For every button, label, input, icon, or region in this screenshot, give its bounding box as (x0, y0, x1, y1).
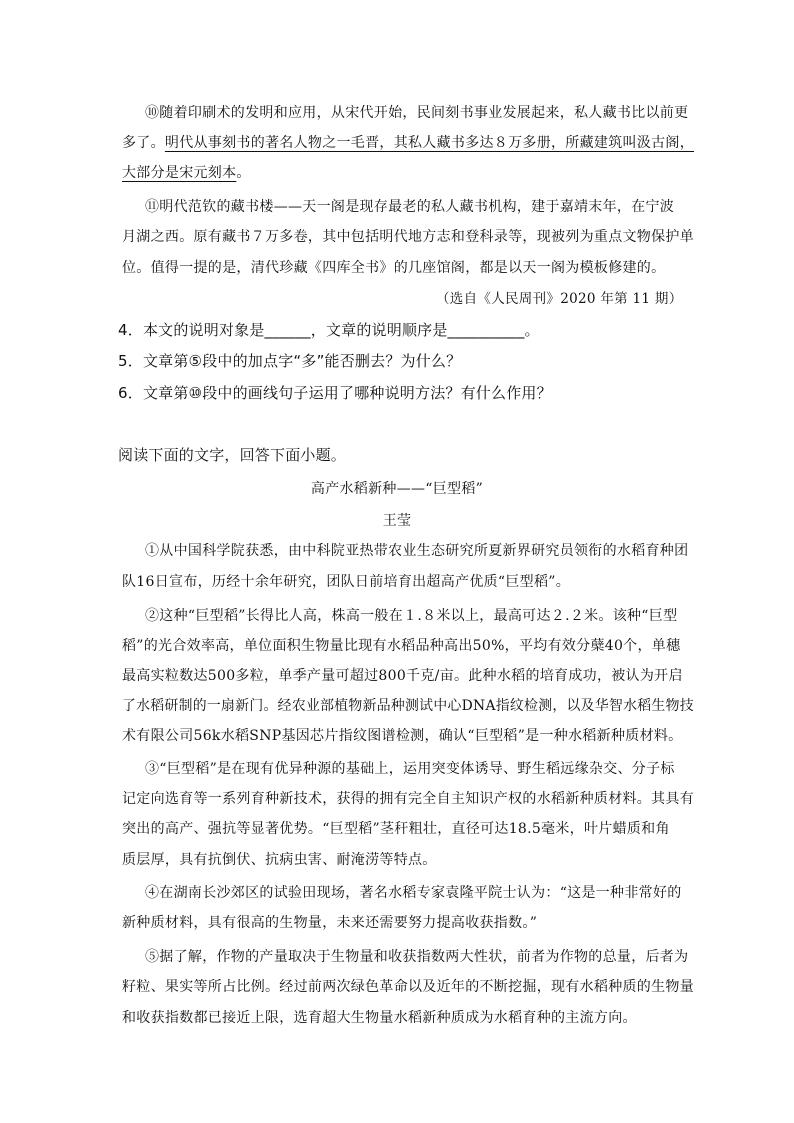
article-line: 和收获指数都已接近上限，选育超大生物量水稻新种质成为水稻育种的主流方向。 (122, 1010, 637, 1026)
paragraph-11-line-2: 月湖之西。原有藏书７万多卷，其中包括明代地方志和登科录等，现被列为重点文物保护单 (122, 229, 694, 245)
paragraph-10-line-3 (122, 163, 251, 183)
paragraph-10-line-2 (122, 133, 694, 153)
article-line: 最高实粒数达500多粒，单季产量可超过800千克/亩。此种水稻的培育成功，被认为开启 (122, 668, 683, 684)
article-line: 队16日宣布，历经十余年研究，团队日前培育出超高产优质“巨型稻”。 (122, 574, 571, 590)
paragraph-10-end: 。 (236, 165, 251, 181)
paragraph-10-text: 多了。 (122, 135, 165, 151)
source-citation: （选自《人民周刊》2020 年第 11 期） (436, 291, 683, 307)
article-author: 王莹 (382, 513, 412, 529)
article-line: 质层厚，具有抗倒伏、抗病虫害、耐淹涝等特点。 (122, 852, 437, 868)
article-line: 记定向选育等一系列育种新技术，获得的拥有完全自主知识产权的水稻新种质材料。其具有 (122, 791, 694, 807)
paragraph-10-line-1: ⑩随着印刷术的发明和应用，从宋代开始，民间刻书事业发展起来，私人藏书比以前更 (145, 105, 689, 121)
article-line: ④在湖南长沙郊区的试验田现场，著名水稻专家袁隆平院士认为：“这是一种非常好的 (145, 885, 682, 901)
question-5: 5．文章第⑤段中的加点字“多”能否删去？为什么？ (118, 352, 462, 370)
question-4: 4．本文的说明对象是______，文章的说明顺序是__________。 (118, 321, 540, 339)
article-line: 籽粒、果实等所占比例。经过前两次绿色革命以及近年的不断挖掘，现有水稻种质的生物量 (122, 979, 694, 995)
article-line: 术有限公司56k水稻SNP基因芯片指纹图谱检测，确认“巨型稻”是一种水稻新种质材料。 (122, 728, 683, 744)
question-6: 6．文章第⑩段中的画线句子运用了哪种说明方法？有什么作用？ (118, 384, 552, 402)
article-line: 了水稻研制的一扇新门。经农业部植物新品种测试中心DNA指纹检测，以及华智水稻生物技 (122, 698, 694, 714)
article-line: 稻”的光合效率高，单位面积生物量比现有水稻品种高出50%，平均有效分蘖40个，单穗 (122, 638, 681, 654)
article-line: 新种质材料，具有很高的生物量，未来还需要努力提高收获指数。” (122, 915, 538, 931)
article-line: ⑤据了解，作物的产量取决于生物量和收获指数两大性状，前者为作物的总量，后者为 (145, 949, 689, 965)
article-title: 高产水稻新种——“巨型稻” (310, 481, 484, 497)
reading-instruction: 阅读下面的文字，回答下面小题。 (118, 446, 347, 464)
underlined-sentence-part-1: 明代从事刻书的著名人物之一毛晋，其私人藏书多达８万多册，所藏建筑叫汲古阁， (164, 135, 695, 151)
paragraph-11-line-3: 位。值得一提的是，清代珍藏《四库全书》的几座馆阁，都是以天一阁为模板修建的。 (122, 260, 666, 276)
article-line: ①从中国科学院获悉，由中科院亚热带农业生态研究所夏新界研究员领衔的水稻育种团 (145, 543, 689, 559)
article-line: ②这种“巨型稻”长得比人高，株高一般在１.８米以上，最高可达２.２米。该种“巨型 (145, 608, 678, 624)
underlined-sentence-part-2: 大部分是宋元刻本 (122, 165, 237, 181)
paragraph-11-line-1: ⑪明代范钦的藏书楼——天一阁是现存最老的私人藏书机构，建于嘉靖末年，在宁波 (145, 199, 675, 215)
article-line: ③“巨型稻”是在现有优异种源的基础上，运用突变体诱导、野生稻远缘杂交、分子标 (145, 761, 675, 777)
article-line: 突出的高产、强抗等显著优势。“巨型稻”茎秆粗壮，直径可达18.5毫米，叶片蜡质和角 (122, 821, 670, 837)
